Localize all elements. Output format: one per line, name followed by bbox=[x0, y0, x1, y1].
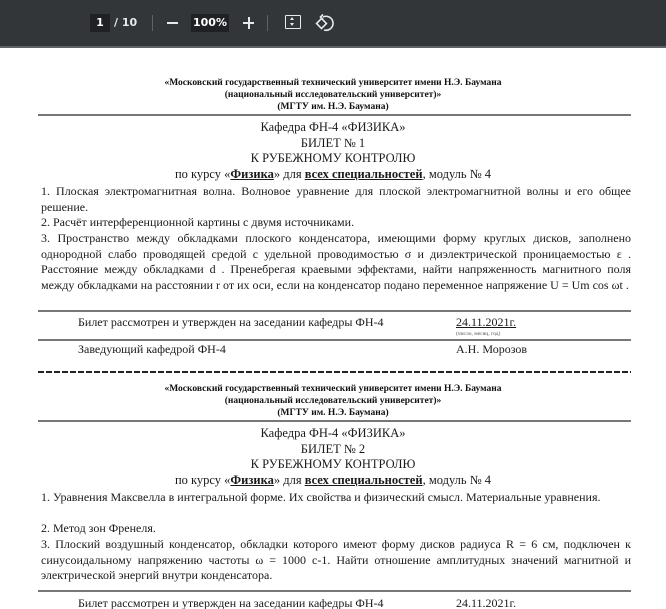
department-title: Кафедра ФН-4 «ФИЗИКА» bbox=[260, 426, 406, 440]
zoom-out-button[interactable] bbox=[164, 13, 180, 33]
ticket-header bbox=[0, 426, 666, 488]
question-1: 1. Плоская электромагнитная волна. Волновое уравнение для плоской электромагнитной волны и его общее решение. bbox=[41, 184, 631, 214]
head-name: А.Н. Морозов bbox=[456, 342, 528, 356]
university-name-line3: (МГТУ им. Н.Э. Баумана) bbox=[277, 408, 389, 418]
course-prefix: по курсу « bbox=[174, 472, 231, 487]
signature-rule bbox=[38, 339, 631, 341]
course-line bbox=[0, 167, 666, 183]
toolbar-divider bbox=[152, 15, 153, 31]
approval-rule bbox=[38, 590, 631, 592]
page-total: / 10 bbox=[114, 16, 138, 29]
specialties: всех специальностей bbox=[304, 472, 423, 487]
head-label: Заведующий кафедрой ФН-4 bbox=[78, 342, 226, 356]
question-3: 3. Плоский воздушный конденсатор, обкладки которого имеют форму дисков радиуса R = 6 см, подключен к синусоидальному напряжению частоты ω = 1000 с-1. Найти отношение амплитудных значений магнитной и электрической энергий внутри конденсатора. bbox=[41, 537, 631, 582]
course-mid: » для bbox=[273, 166, 305, 181]
approval-rule bbox=[38, 310, 631, 312]
university-name-line3: (МГТУ им. Н.Э. Баумана) bbox=[277, 102, 389, 112]
zoom-in-button[interactable] bbox=[240, 13, 256, 33]
approval-date-hint: (число, месяц, год) bbox=[456, 331, 501, 337]
approval-date: 24.11.2021г. bbox=[456, 596, 517, 609]
question-2: 2. Метод зон Френеля. bbox=[41, 521, 156, 535]
ticket-header bbox=[0, 120, 666, 182]
course-mid: » для bbox=[273, 472, 305, 487]
course-name: Физика bbox=[230, 166, 274, 181]
specialties: всех специальностей bbox=[304, 166, 423, 181]
toolbar-divider bbox=[267, 15, 268, 31]
approval-text: Билет рассмотрен и утвержден на заседании кафедры ФН-4 bbox=[78, 315, 384, 329]
rotate-button[interactable] bbox=[314, 13, 334, 33]
fit-to-page-button[interactable] bbox=[285, 15, 301, 29]
ticket-purpose: К РУБЕЖНОМУ КОНТРОЛЮ bbox=[250, 457, 416, 471]
approval-text: Билет рассмотрен и утвержден на заседании кафедры ФН-4 bbox=[78, 596, 384, 609]
header-rule bbox=[38, 420, 631, 422]
pdf-page bbox=[0, 50, 666, 609]
university-name-line2: (национальный исследовательский университет)» bbox=[224, 396, 442, 406]
cut-line bbox=[38, 371, 631, 373]
question-2: 2. Расчёт интерференционной картины с двумя источниками. bbox=[41, 215, 355, 229]
pdf-toolbar bbox=[0, 0, 666, 48]
approval-date: 24.11.2021г. bbox=[456, 315, 517, 329]
header-rule bbox=[38, 114, 631, 116]
course-line bbox=[0, 473, 666, 489]
course-name: Физика bbox=[230, 472, 274, 487]
question-1: 1. Уравнения Максвелла в интегральной форме. Их свойства и физический смысл. Материальные уравнения. bbox=[41, 490, 601, 504]
ticket-number: БИЛЕТ № 1 bbox=[300, 135, 366, 150]
ticket-number: БИЛЕТ № 2 bbox=[300, 441, 366, 456]
ticket-purpose: К РУБЕЖНОМУ КОНТРОЛЮ bbox=[250, 151, 416, 165]
course-suffix: , модуль № 4 bbox=[422, 472, 492, 487]
university-name-line1: «Московский государственный технический университет имени Н.Э. Баумана bbox=[164, 384, 502, 394]
rotate-counterclockwise-icon bbox=[314, 13, 334, 33]
university-name-line2: (национальный исследовательский университет)» bbox=[224, 90, 442, 100]
department-title: Кафедра ФН-4 «ФИЗИКА» bbox=[260, 120, 406, 134]
course-suffix: , модуль № 4 bbox=[422, 166, 492, 181]
question-3: 3. Пространство между обкладками плоского конденсатора, имеющими форму круглых дисков, заполнено однородной слабо проводящей средой с удельной проводимостью σ и диэлектрической проницаемостью ε . Расстояние между обкладками d . Пренебрегая краевыми эффектами, найти напряженность магнитного поля между обкладками на расстоянии r от их оси, если на конденсатор подано переменное напряжение U = Um cos ωt . bbox=[41, 231, 631, 292]
zoom-level-input[interactable]: 100% bbox=[191, 14, 229, 32]
university-name-line1: «Московский государственный технический университет имени Н.Э. Баумана bbox=[164, 78, 502, 88]
page-number-input[interactable]: 1 bbox=[90, 14, 110, 32]
course-prefix: по курсу « bbox=[174, 166, 231, 181]
